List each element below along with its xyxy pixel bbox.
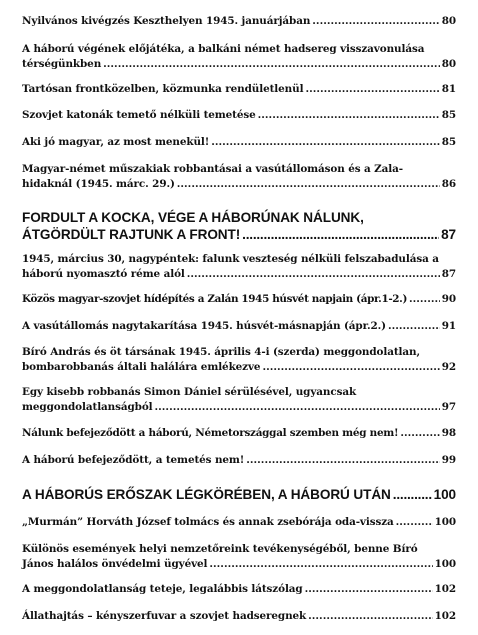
dot-leader: [409, 292, 440, 307]
toc-entry-title: Nálunk befejeződött a háború, Németországgal szemben még nem!: [22, 427, 399, 439]
toc-page-number: 102: [434, 610, 456, 622]
toc-entry: [22, 252, 456, 282]
chapter-title: A HÁBORÚS ERŐSZAK LÉGKÖRÉBEN, A HÁBORÚ UTÁN: [22, 487, 391, 502]
toc-page-number: 98: [441, 427, 456, 439]
chapter-title: FORDULT A KOCKA, VÉGE A HÁBORÚNAK NÁLUNK,: [22, 210, 364, 225]
toc-entry-title: Szovjet katonák temető nélküli temetése: [22, 109, 256, 121]
dot-leader: [103, 57, 440, 72]
toc-entry-title: Magyar-német műszakiak robbantásai a vasútállomáson és a Zala-: [22, 163, 403, 175]
dot-leader: [396, 515, 433, 530]
toc-page-number: 85: [441, 136, 456, 148]
toc-page-number: 91: [441, 320, 456, 332]
toc-page-number: 87: [441, 227, 456, 242]
toc-entry: [22, 108, 456, 123]
toc-entry-title: Tartósan frontközelben, közmunka rendületlenül: [22, 83, 304, 95]
toc-entry-title-cont: János halálos önvédelmi ügyével: [22, 558, 208, 570]
dot-leader: [211, 135, 440, 150]
toc-entry-title: Különös események helyi nemzetőreink tevékenységéből, benne Bíró: [22, 543, 418, 555]
toc-page-number: 97: [441, 401, 456, 413]
dot-leader: [312, 14, 439, 29]
toc-chapter-heading: [22, 486, 456, 503]
toc-page-number: 102: [434, 583, 456, 595]
toc-entry: [22, 345, 456, 375]
dot-leader: [305, 582, 433, 597]
toc-entry-title-cont: háború nyomasztó réme alól: [22, 268, 185, 280]
dot-leader: [246, 453, 439, 468]
toc-entry-title-cont: hidaknál (1945. márc. 29.): [22, 178, 175, 190]
dot-leader: [262, 360, 439, 375]
toc-entry-title: Egy kisebb robbanás Simon Dániel sérülésével, ugyancsak: [22, 386, 357, 398]
toc-entry: [22, 82, 456, 97]
toc-chapter-heading: [22, 209, 456, 243]
toc-entry-title-cont: meggondolatlanságból: [22, 401, 153, 413]
dot-leader: [308, 609, 432, 624]
toc-entry-title: Közös magyar-szovjet hídépítés a Zalán 1945 húsvét napjain (ápr.1-2.): [22, 293, 408, 305]
toc-page-number: 86: [441, 178, 456, 190]
toc-page-number: 100: [434, 516, 456, 528]
toc-page-number: 92: [441, 361, 456, 373]
toc-entry: [22, 609, 456, 624]
toc-entry: [22, 426, 456, 441]
chapter-title-cont: ÁTGÖRDÜLT RAJTUNK A FRONT!: [22, 227, 241, 242]
dot-leader: [187, 267, 440, 282]
dot-leader: [177, 177, 440, 192]
toc-entry-title: A háború végének előjátéka, a balkáni német hadsereg visszavonulása: [22, 43, 425, 55]
toc-entry: [22, 453, 456, 468]
toc-entry: [22, 385, 456, 415]
toc-entry: [22, 162, 456, 192]
toc-entry: [22, 42, 456, 72]
toc-page-number: 85: [441, 109, 456, 121]
toc-entry: [22, 135, 456, 150]
toc-entry: [22, 582, 456, 597]
dot-leader: [305, 82, 439, 97]
toc-page-number: 90: [441, 293, 456, 305]
toc-page-number: 81: [441, 83, 456, 95]
dot-leader: [242, 226, 439, 243]
dot-leader: [209, 557, 432, 572]
toc-page-number: 80: [441, 58, 456, 70]
dot-leader: [388, 319, 440, 334]
toc-page-number: 80: [441, 15, 456, 27]
toc-entry: [22, 14, 456, 29]
dot-leader: [258, 108, 440, 123]
toc-entry: [22, 319, 456, 334]
toc-entry-title-cont: bombarobbanás általi halálára emlékezve: [22, 361, 261, 373]
toc-entry-title-cont: térségünkben: [22, 58, 102, 70]
toc-entry-title: A háború befejeződött, a temetés nem!: [22, 454, 245, 466]
toc-page-number: 100: [433, 487, 456, 502]
toc-entry-title: Bíró András és öt társának 1945. április 4-i (szerda) meggondolatlan,: [22, 346, 421, 358]
toc-entry-title: Nyilvános kivégzés Keszthelyen 1945. januárjában: [22, 15, 311, 27]
toc-entry-title: A vasútállomás nagytakarítása 1945. húsvét-másnapján (ápr.2.): [22, 320, 386, 332]
dot-leader: [393, 486, 432, 503]
toc-page-number: 87: [441, 268, 456, 280]
toc-entry: [22, 292, 456, 307]
toc-entry-title: 1945, március 30, nagypéntek: falunk veszteség nélküli felszabadulása a: [22, 253, 439, 265]
toc-entry-title: A meggondolatlanság teteje, legalábbis látszólag: [22, 583, 303, 595]
toc-entry: [22, 542, 456, 572]
toc-entry: [22, 515, 456, 530]
toc-entry-title: Állathajtás – kényszerfuvar a szovjet hadseregnek: [22, 610, 307, 622]
dot-leader: [400, 426, 439, 441]
toc-entry-title: „Murmán” Horváth József tolmács és annak zsebórája oda-vissza: [22, 516, 394, 528]
toc-page-number: 100: [434, 558, 456, 570]
toc-page-number: 99: [441, 454, 456, 466]
toc-entry-title: Aki jó magyar, az most menekül!: [22, 136, 210, 148]
dot-leader: [155, 400, 440, 415]
